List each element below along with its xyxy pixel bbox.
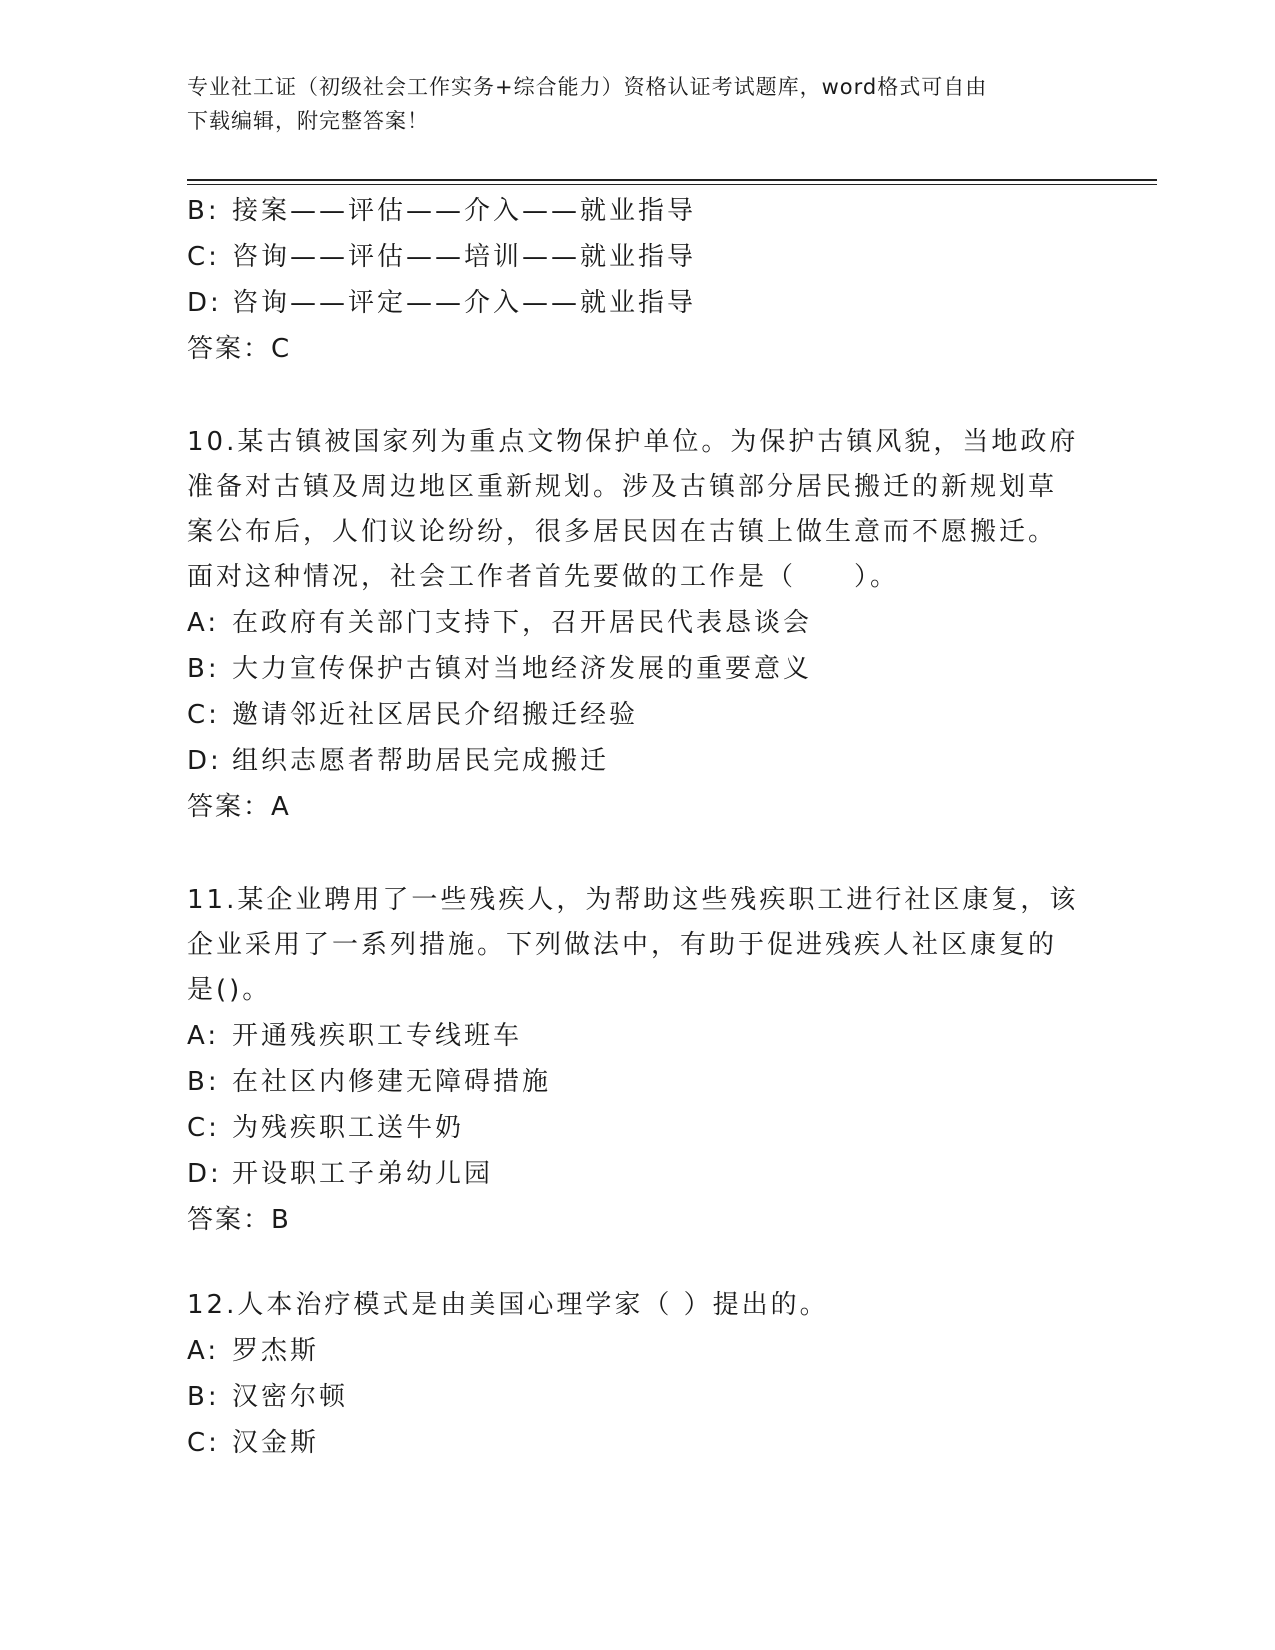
- question-stem-line: 案公布后，人们议论纷纷，很多居民因在古镇上做生意而不愿搬迁。: [187, 517, 1058, 547]
- option-c: [187, 1105, 1087, 1151]
- option-a: [187, 600, 1087, 646]
- option-label: A:: [187, 1021, 220, 1051]
- option-text: 罗杰斯: [232, 1336, 320, 1366]
- option-c: [187, 234, 1087, 280]
- option-label: A:: [187, 608, 220, 638]
- document-header: [187, 70, 1087, 138]
- option-text: 汉金斯: [232, 1428, 320, 1458]
- question-stem-line: 12.人本治疗模式是由美国心理学家（ ）提出的。: [187, 1290, 829, 1320]
- question-stem-line: 10.某古镇被国家列为重点文物保护单位。为保护古镇风貌，当地政府: [187, 427, 1079, 457]
- question-stem-line: 是()。: [187, 975, 272, 1005]
- option-b: [187, 1374, 1087, 1420]
- question-list: [187, 188, 1087, 1466]
- option-label: C:: [187, 1428, 220, 1458]
- header-divider-thick: [187, 179, 1157, 181]
- option-c: [187, 692, 1087, 738]
- option-text: 汉密尔顿: [232, 1382, 349, 1412]
- option-d: [187, 1151, 1087, 1197]
- option-label: D:: [187, 1159, 222, 1189]
- header-line-2: 下载编辑，附完整答案！: [187, 109, 429, 133]
- option-label: D:: [187, 288, 222, 318]
- question-block-prev: [187, 188, 1087, 372]
- option-label: B:: [187, 654, 220, 684]
- option-text: 组织志愿者帮助居民完成搬迁: [232, 746, 610, 776]
- option-c: [187, 1420, 1087, 1466]
- option-text: 大力宣传保护古镇对当地经济发展的重要意义: [232, 654, 813, 684]
- question-block-11: [187, 878, 1087, 1243]
- option-label: D:: [187, 746, 222, 776]
- option-text: 接案——评估——介入——就业指导: [232, 196, 697, 226]
- option-d: [187, 738, 1087, 784]
- option-text: 咨询——评定——介入——就业指导: [232, 288, 697, 318]
- answer-line: 答案：C: [187, 334, 292, 364]
- option-label: B:: [187, 1067, 220, 1097]
- question-stem-line: 准备对古镇及周边地区重新规划。涉及古镇部分居民搬迁的新规划草: [187, 472, 1058, 502]
- question-stem-line: 11.某企业聘用了一些残疾人，为帮助这些残疾职工进行社区康复，该: [187, 885, 1079, 915]
- option-text: 为残疾职工送牛奶: [232, 1113, 465, 1143]
- option-label: C:: [187, 1113, 220, 1143]
- option-a: [187, 1328, 1087, 1374]
- option-text: 邀请邻近社区居民介绍搬迁经验: [232, 700, 639, 730]
- option-label: B:: [187, 196, 220, 226]
- header-divider-thin: [187, 184, 1157, 185]
- option-label: A:: [187, 1336, 220, 1366]
- option-text: 咨询——评估——培训——就业指导: [232, 242, 697, 272]
- option-text: 开通残疾职工专线班车: [232, 1021, 523, 1051]
- option-b: [187, 188, 1087, 234]
- option-label: C:: [187, 242, 220, 272]
- option-text: 在政府有关部门支持下，召开居民代表恳谈会: [232, 608, 813, 638]
- option-a: [187, 1013, 1087, 1059]
- question-stem-line: 面对这种情况，社会工作者首先要做的工作是（ ）。: [187, 562, 900, 592]
- question-block-12: [187, 1283, 1087, 1466]
- answer-line: 答案：A: [187, 792, 291, 822]
- header-line-1: 专业社工证（初级社会工作实务+综合能力）资格认证考试题库，word格式可自由: [187, 75, 988, 99]
- option-d: [187, 280, 1087, 326]
- option-text: 在社区内修建无障碍措施: [232, 1067, 552, 1097]
- answer-line: 答案：B: [187, 1205, 291, 1235]
- option-b: [187, 1059, 1087, 1105]
- question-block-10: [187, 420, 1087, 830]
- option-b: [187, 646, 1087, 692]
- option-text: 开设职工子弟幼儿园: [232, 1159, 494, 1189]
- question-stem-line: 企业采用了一系列措施。下列做法中，有助于促进残疾人社区康复的: [187, 930, 1058, 960]
- option-label: C:: [187, 700, 220, 730]
- option-label: B:: [187, 1382, 220, 1412]
